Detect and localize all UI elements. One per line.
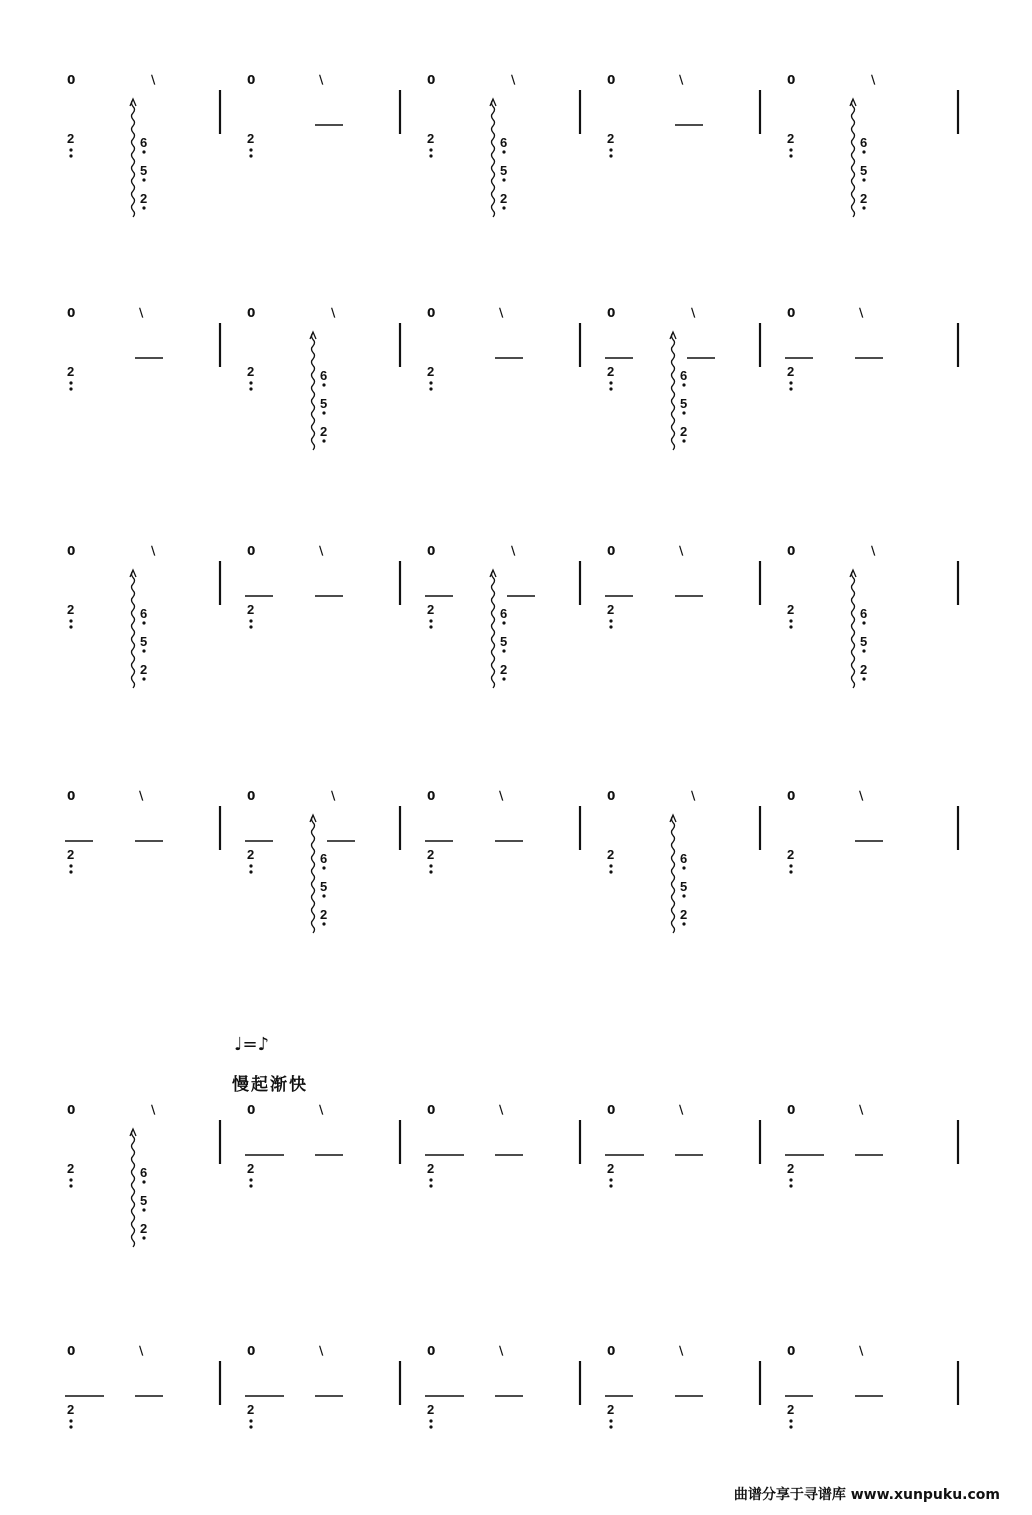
octave-dot <box>502 150 505 153</box>
fingering-mark: ∖ <box>137 1344 146 1358</box>
fingering-mark: ∖ <box>137 306 146 320</box>
fingering-mark: ∖ <box>677 544 686 558</box>
chord-note: 5 <box>860 163 868 178</box>
arpeggio-arrow <box>850 99 856 106</box>
octave-dot <box>502 677 505 680</box>
octave-dot <box>322 411 325 414</box>
fingering-mark: ∖ <box>497 1103 506 1117</box>
chord-note: 5 <box>140 1193 148 1208</box>
chord-note: 2 <box>860 191 868 206</box>
bass-note: 2 <box>247 1402 255 1417</box>
octave-dot <box>609 154 612 157</box>
bass-note: 2 <box>787 1161 795 1176</box>
octave-dot <box>789 1419 792 1422</box>
chord-note: 5 <box>680 879 688 894</box>
fingering-mark: ∖ <box>317 544 326 558</box>
bass-note: 2 <box>67 131 75 146</box>
bass-note: 2 <box>787 364 795 379</box>
fingering-mark: 0 <box>427 789 436 803</box>
octave-dot <box>322 866 325 869</box>
fingering-mark: 0 <box>787 544 796 558</box>
fingering-mark: 0 <box>787 1103 796 1117</box>
fingering-mark: ∖ <box>869 544 878 558</box>
bass-note: 2 <box>427 131 435 146</box>
bass-note: 2 <box>247 847 255 862</box>
octave-dot <box>249 154 252 157</box>
octave-dot <box>609 625 612 628</box>
fingering-mark: 0 <box>67 789 76 803</box>
fingering-mark: 0 <box>787 789 796 803</box>
octave-dot <box>69 870 72 873</box>
chord-note: 6 <box>860 135 868 150</box>
fingering-mark: ∖ <box>149 544 158 558</box>
octave-dot <box>142 621 145 624</box>
bass-note: 2 <box>787 602 795 617</box>
octave-dot <box>682 411 685 414</box>
octave-dot <box>609 381 612 384</box>
octave-dot <box>609 148 612 151</box>
bass-note: 2 <box>427 602 435 617</box>
octave-dot <box>142 1208 145 1211</box>
octave-dot <box>142 677 145 680</box>
fingering-mark: 0 <box>607 789 616 803</box>
octave-dot <box>609 1419 612 1422</box>
fingering-mark: ∖ <box>497 306 506 320</box>
chord-note: 6 <box>680 368 688 383</box>
bass-note: 2 <box>427 847 435 862</box>
octave-dot <box>682 439 685 442</box>
octave-dot <box>142 1236 145 1239</box>
chord-note: 5 <box>140 163 148 178</box>
arpeggio-wave <box>672 816 675 933</box>
fingering-mark: ∖ <box>677 1103 686 1117</box>
octave-dot <box>609 864 612 867</box>
fingering-mark: 0 <box>247 1103 256 1117</box>
fingering-mark: ∖ <box>317 73 326 87</box>
fingering-mark: 0 <box>247 73 256 87</box>
fingering-mark: 0 <box>67 1103 76 1117</box>
bass-note: 2 <box>247 1161 255 1176</box>
fingering-mark: 0 <box>607 1103 616 1117</box>
fingering-mark: ∖ <box>497 1344 506 1358</box>
chord-note: 2 <box>140 191 148 206</box>
octave-dot <box>69 1184 72 1187</box>
octave-dot <box>429 381 432 384</box>
chord-note: 2 <box>500 191 508 206</box>
fingering-mark: 0 <box>787 73 796 87</box>
arpeggio-arrow <box>310 815 316 822</box>
chord-note: 6 <box>140 606 148 621</box>
arpeggio-wave <box>312 333 315 450</box>
octave-dot <box>429 870 432 873</box>
octave-dot <box>69 1419 72 1422</box>
fingering-mark: 0 <box>247 1344 256 1358</box>
octave-dot <box>682 922 685 925</box>
fingering-mark: 0 <box>427 544 436 558</box>
octave-dot <box>862 621 865 624</box>
fingering-mark: ∖ <box>149 1103 158 1117</box>
bass-note: 2 <box>607 847 615 862</box>
fingering-mark: ∖ <box>317 1103 326 1117</box>
chord-note: 5 <box>140 634 148 649</box>
chord-note: 5 <box>320 396 328 411</box>
octave-dot <box>789 619 792 622</box>
octave-dot <box>249 1184 252 1187</box>
octave-dot <box>789 1178 792 1181</box>
fingering-mark: 0 <box>787 1344 796 1358</box>
chord-note: 5 <box>500 163 508 178</box>
octave-dot <box>609 1178 612 1181</box>
octave-dot <box>789 1184 792 1187</box>
octave-dot <box>609 1425 612 1428</box>
chord-note: 2 <box>680 907 688 922</box>
arpeggio-wave <box>852 100 855 217</box>
arpeggio-arrow <box>670 815 676 822</box>
bass-note: 2 <box>67 847 75 862</box>
fingering-mark: ∖ <box>509 73 518 87</box>
octave-dot <box>862 150 865 153</box>
fingering-mark: 0 <box>607 544 616 558</box>
bass-note: 2 <box>607 364 615 379</box>
octave-dot <box>249 148 252 151</box>
octave-dot <box>502 206 505 209</box>
fingering-mark: ∖ <box>329 306 338 320</box>
octave-dot <box>142 178 145 181</box>
bass-note: 2 <box>607 1402 615 1417</box>
fingering-mark: 0 <box>67 544 76 558</box>
octave-dot <box>862 206 865 209</box>
octave-dot <box>429 1419 432 1422</box>
fingering-mark: ∖ <box>677 1344 686 1358</box>
fingering-mark: ∖ <box>857 1344 866 1358</box>
bass-note: 2 <box>67 364 75 379</box>
octave-dot <box>249 1419 252 1422</box>
octave-dot <box>429 625 432 628</box>
chord-note: 6 <box>860 606 868 621</box>
octave-dot <box>862 677 865 680</box>
chord-note: 2 <box>860 662 868 677</box>
octave-dot <box>69 387 72 390</box>
fingering-mark: ∖ <box>149 73 158 87</box>
octave-dot <box>862 178 865 181</box>
chord-note: 5 <box>860 634 868 649</box>
octave-dot <box>142 1180 145 1183</box>
octave-dot <box>502 621 505 624</box>
arpeggio-wave <box>492 571 495 688</box>
chord-note: 2 <box>140 662 148 677</box>
chord-note: 6 <box>320 368 328 383</box>
bass-note: 2 <box>787 131 795 146</box>
chord-note: 2 <box>500 662 508 677</box>
chord-note: 6 <box>140 135 148 150</box>
octave-dot <box>682 894 685 897</box>
arpeggio-wave <box>312 816 315 933</box>
fingering-mark: 0 <box>247 306 256 320</box>
octave-dot <box>429 148 432 151</box>
octave-dot <box>789 625 792 628</box>
octave-dot <box>69 154 72 157</box>
octave-dot <box>789 1425 792 1428</box>
octave-dot <box>609 387 612 390</box>
octave-dot <box>429 864 432 867</box>
octave-dot <box>69 625 72 628</box>
bass-note: 2 <box>67 602 75 617</box>
octave-dot <box>429 1178 432 1181</box>
octave-dot <box>789 870 792 873</box>
octave-dot <box>429 1184 432 1187</box>
fingering-mark: 0 <box>427 73 436 87</box>
octave-dot <box>862 649 865 652</box>
fingering-mark: ∖ <box>137 789 146 803</box>
fingering-mark: ∖ <box>317 1344 326 1358</box>
octave-dot <box>249 387 252 390</box>
bass-note: 2 <box>427 1402 435 1417</box>
fingering-mark: 0 <box>787 306 796 320</box>
octave-dot <box>322 922 325 925</box>
fingering-mark: ∖ <box>869 73 878 87</box>
octave-dot <box>322 894 325 897</box>
fingering-mark: 0 <box>427 1103 436 1117</box>
octave-dot <box>142 206 145 209</box>
bass-note: 2 <box>787 1402 795 1417</box>
chord-note: 5 <box>320 879 328 894</box>
octave-dot <box>789 154 792 157</box>
fingering-mark: ∖ <box>677 73 686 87</box>
bass-note: 2 <box>67 1402 75 1417</box>
arpeggio-arrow <box>490 570 496 577</box>
octave-dot <box>609 870 612 873</box>
octave-dot <box>609 619 612 622</box>
fingering-mark: ∖ <box>689 306 698 320</box>
chord-note: 6 <box>500 135 508 150</box>
fingering-mark: 0 <box>427 1344 436 1358</box>
arpeggio-wave <box>132 1130 135 1247</box>
chord-note: 2 <box>680 424 688 439</box>
tempo-marking: ♩=♪ <box>234 1034 270 1055</box>
octave-dot <box>142 150 145 153</box>
fingering-mark: 0 <box>427 306 436 320</box>
chord-note: 6 <box>680 851 688 866</box>
arpeggio-wave <box>492 100 495 217</box>
arpeggio-arrow <box>670 332 676 339</box>
footer-credit: 曲谱分享于寻谱库 www.xunpuku.com <box>733 1487 1000 1503</box>
fingering-mark: 0 <box>247 789 256 803</box>
octave-dot <box>789 381 792 384</box>
fingering-mark: ∖ <box>497 789 506 803</box>
fingering-mark: 0 <box>607 1344 616 1358</box>
octave-dot <box>322 383 325 386</box>
arpeggio-arrow <box>130 570 136 577</box>
octave-dot <box>322 439 325 442</box>
octave-dot <box>789 387 792 390</box>
arpeggio-wave <box>852 571 855 688</box>
bass-note: 2 <box>67 1161 75 1176</box>
bass-note: 2 <box>427 364 435 379</box>
octave-dot <box>249 870 252 873</box>
chord-note: 6 <box>140 1165 148 1180</box>
arpeggio-wave <box>132 100 135 217</box>
octave-dot <box>69 619 72 622</box>
octave-dot <box>429 387 432 390</box>
chord-note: 5 <box>500 634 508 649</box>
octave-dot <box>249 619 252 622</box>
fingering-mark: 0 <box>607 306 616 320</box>
octave-dot <box>69 1425 72 1428</box>
octave-dot <box>682 866 685 869</box>
arpeggio-arrow <box>490 99 496 106</box>
octave-dot <box>249 1425 252 1428</box>
octave-dot <box>682 383 685 386</box>
octave-dot <box>249 1178 252 1181</box>
bass-note: 2 <box>787 847 795 862</box>
fingering-mark: 0 <box>247 544 256 558</box>
octave-dot <box>429 154 432 157</box>
octave-dot <box>789 148 792 151</box>
fingering-mark: 0 <box>607 73 616 87</box>
fingering-mark: ∖ <box>857 789 866 803</box>
arpeggio-arrow <box>130 99 136 106</box>
bass-note: 2 <box>247 364 255 379</box>
bass-note: 2 <box>427 1161 435 1176</box>
bass-note: 2 <box>607 602 615 617</box>
octave-dot <box>502 178 505 181</box>
octave-dot <box>249 864 252 867</box>
bass-note: 2 <box>247 602 255 617</box>
octave-dot <box>609 1184 612 1187</box>
chord-note: 2 <box>320 424 328 439</box>
octave-dot <box>249 625 252 628</box>
fingering-mark: 0 <box>67 1344 76 1358</box>
chord-note: 2 <box>140 1221 148 1236</box>
octave-dot <box>502 649 505 652</box>
chord-note: 6 <box>500 606 508 621</box>
tempo-direction: 慢起渐快 <box>232 1075 308 1095</box>
fingering-mark: 0 <box>67 73 76 87</box>
fingering-mark: ∖ <box>509 544 518 558</box>
octave-dot <box>69 381 72 384</box>
chord-note: 5 <box>680 396 688 411</box>
arpeggio-wave <box>132 571 135 688</box>
bass-note: 2 <box>247 131 255 146</box>
fingering-mark: ∖ <box>329 789 338 803</box>
octave-dot <box>789 864 792 867</box>
fingering-mark: ∖ <box>857 1103 866 1117</box>
octave-dot <box>69 1178 72 1181</box>
octave-dot <box>69 148 72 151</box>
chord-note: 6 <box>320 851 328 866</box>
arpeggio-arrow <box>130 1129 136 1136</box>
octave-dot <box>69 864 72 867</box>
octave-dot <box>249 381 252 384</box>
chord-note: 2 <box>320 907 328 922</box>
bass-note: 2 <box>607 1161 615 1176</box>
octave-dot <box>429 619 432 622</box>
fingering-mark: ∖ <box>857 306 866 320</box>
arpeggio-wave <box>672 333 675 450</box>
octave-dot <box>142 649 145 652</box>
arpeggio-arrow <box>850 570 856 577</box>
fingering-mark: 0 <box>67 306 76 320</box>
arpeggio-arrow <box>310 332 316 339</box>
octave-dot <box>429 1425 432 1428</box>
fingering-mark: ∖ <box>689 789 698 803</box>
bass-note: 2 <box>607 131 615 146</box>
